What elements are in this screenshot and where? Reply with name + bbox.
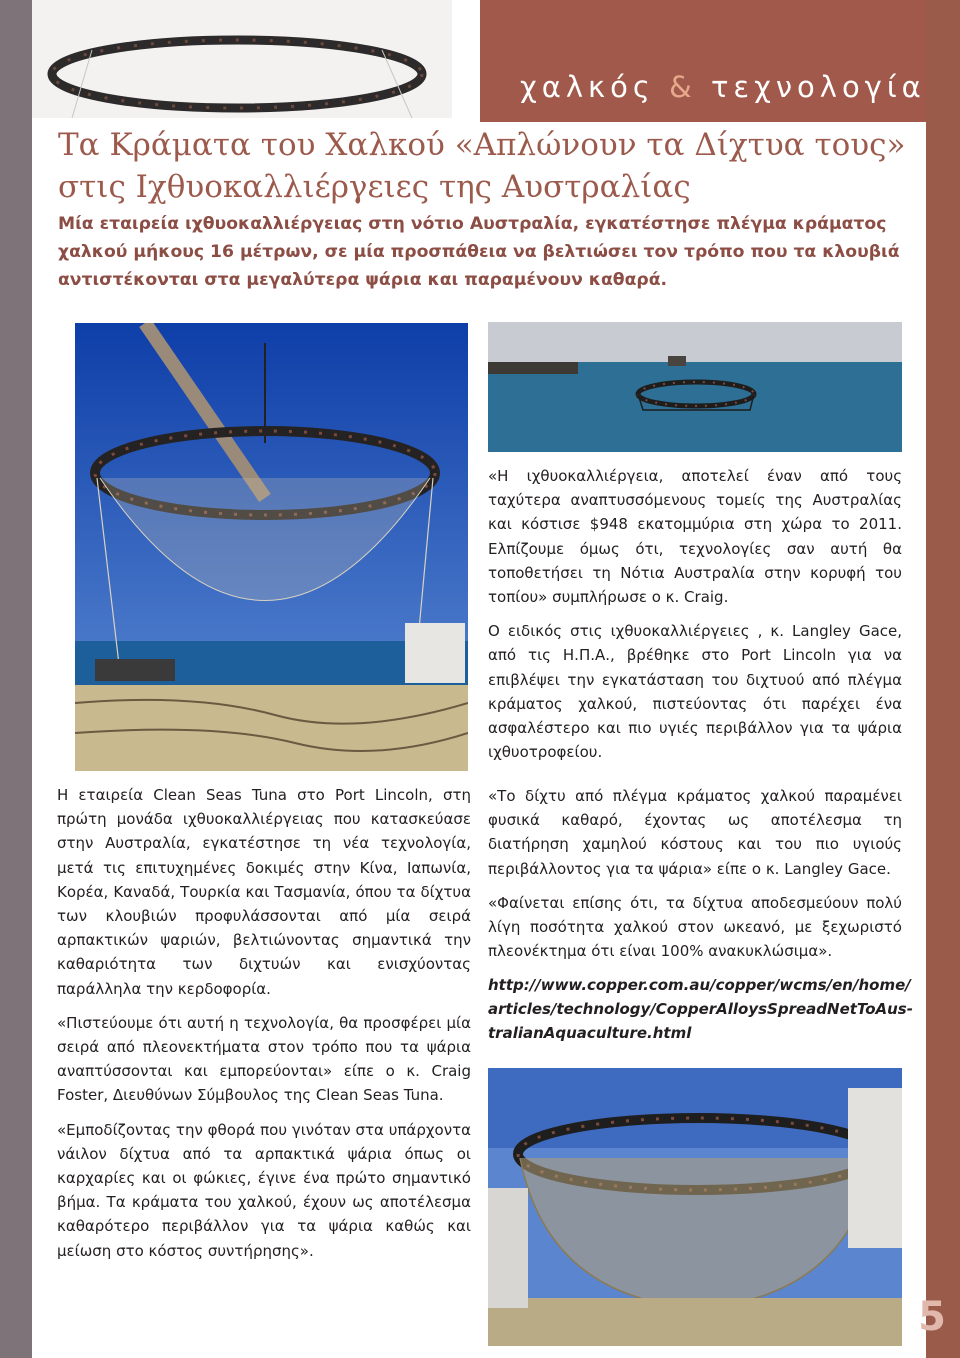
article-lead: Μία εταιρεία ιχθυοκαλλιέργειας στη νότιο Αυστραλία, εγκατέστησε πλέγμα κράματος χαλκού μήκους 16 μέτρων, σε μία προσπάθεια να βελτιώσει τον τρόπο που τα κλουβιά αντιστέκονται στα μεγαλύτερα ψάρια και παραμένουν καθαρά. [58,214,900,290]
article-title-line-1: Τα Κράματα του Χαλκού «Απλώνουν τα Δίχτυα τους» [58,127,906,163]
right-paragraph: «Η ιχθυοκαλλιέργεια, αποτελεί έναν από τους ταχύτερα αναπτυσσόμενους τομείς της Αυστραλίας και κόστισε $948 εκατομμύρια στη χώρα το 2011. Ελπίζουμε όμως ότι, τεχνολογίες σαν αυτή θα τοποθετήσει τη Νότια Αυστραλία στην κορυφή του τοπίου» συμπλήρωσε ο κ. Craig. [488,467,902,607]
right-paragraph: Ο ειδικός στις ιχθυοκαλλιέργειες , κ. Langley Gace, από τις Η.Π.Α., βρέθηκε στο Port Lincoln για να επιβλέψει την εγκατάσταση του διχτυού από πλέγμα κράματος χαλκού, πιστεύοντας ότι παρέχει ένα ασφαλέστερο και πιο υγιές περιβάλλον για τα ψάρια ιχθυοτροφείου. [488,622,902,762]
source-url-line-2: articles/technology/CopperAlloysSpreadNetToAus- [488,1000,913,1019]
section-header-title [520,70,926,104]
section-ampersand: & [669,70,697,104]
left-paragraph: «Εμποδίζοντας την φθορά που γινόταν στα υπάρχοντα νάιλον δίχτυα από τα αρπακτικά ψάρια όπως οι καρχαρίες και οι φώκιες, έγινε ένα πρώτο σημαντικό βήμα. Τα κράματα του χαλκού, έχουν ως αποτέλεσμα καθαρότερο περιβάλλον για τα ψάρια καθώς και μείωση στο κόστος συντήρησης». [57,1120,471,1260]
article-title [58,124,918,208]
photo-copper-net-closeup [488,1068,902,1346]
section-word-copper: χαλκός [520,70,655,104]
left-margin-bar [0,0,32,1358]
source-url-line-1: http://www.copper.com.au/copper/wcms/en/home/ [488,976,911,995]
source-url-line-3: tralianAquaculture.html [488,1024,692,1043]
article-title-line-2: στις Ιχθυοκαλλιέργειες της Αυστραλίας [58,169,691,205]
photo-crane-lifting-cage [75,323,468,771]
right-paragraph: «Φαίνεται επίσης ότι, τα δίχτυα αποδεσμεύουν πολύ λίγη ποσότητα χαλκού στον ωκεανό, με ξεχωριστό πλεονέκτημα ότι είναι 100% ανακυκλώσιμα». [488,893,902,961]
section-word-technology: τεχνολογία [710,70,926,104]
right-margin-bar [926,0,960,1358]
header-photo-cage-ring [32,0,452,118]
photo-cage-at-sea [488,322,902,452]
right-column-text-lower [488,784,913,1045]
right-paragraph: «Το δίχτυ από πλέγμα κράματος χαλκού παραμένει φυσικά καθαρό, έχοντας ως αποτέλεσμα τη διατήρηση χαμηλού κόστους και του πιο υγιούς περιβάλλοντος για τα ψάρια» είπε ο κ. Langley Gace. [488,787,902,878]
left-paragraph: «Πιστεύουμε ότι αυτή η τεχνολογία, θα προσφέρει μία σειρά από πλεονεκτήματα στον τρόπο που τα ψάρια αναπτύσσονται και εμπορεύονται» είπε ο κ. Craig Foster, Διευθύνων Σύμβουλος της Clean Seas Tuna. [57,1013,471,1105]
left-paragraph: Η εταιρεία Clean Seas Tuna στο Port Lincoln, στη πρώτη μονάδα ιχθυοκαλλιέργειας που κατασκεύασε στην Αυστραλία, εγκατέστησε τη νέα τεχνολογία, μετά τις επιτυχημένες δοκιμές στην Κίνα, Ιαπωνία, Κορέα, Καναδά, Τουρκία και Τασμανία, όπου τα δίχτυα των κλουβιών προφυλάσσονται από μία σειρά αρπακτικών ψαριών, βελτιώνοντας σημαντικά την καθαριότητα των διχτυών και ενισχύοντας παράλληλα την κερδοφορία. [57,786,471,998]
source-url-link[interactable] [488,973,913,1045]
left-column-text [57,783,471,1273]
page-number: 5 [918,1294,946,1340]
right-column-text-upper [488,464,902,774]
